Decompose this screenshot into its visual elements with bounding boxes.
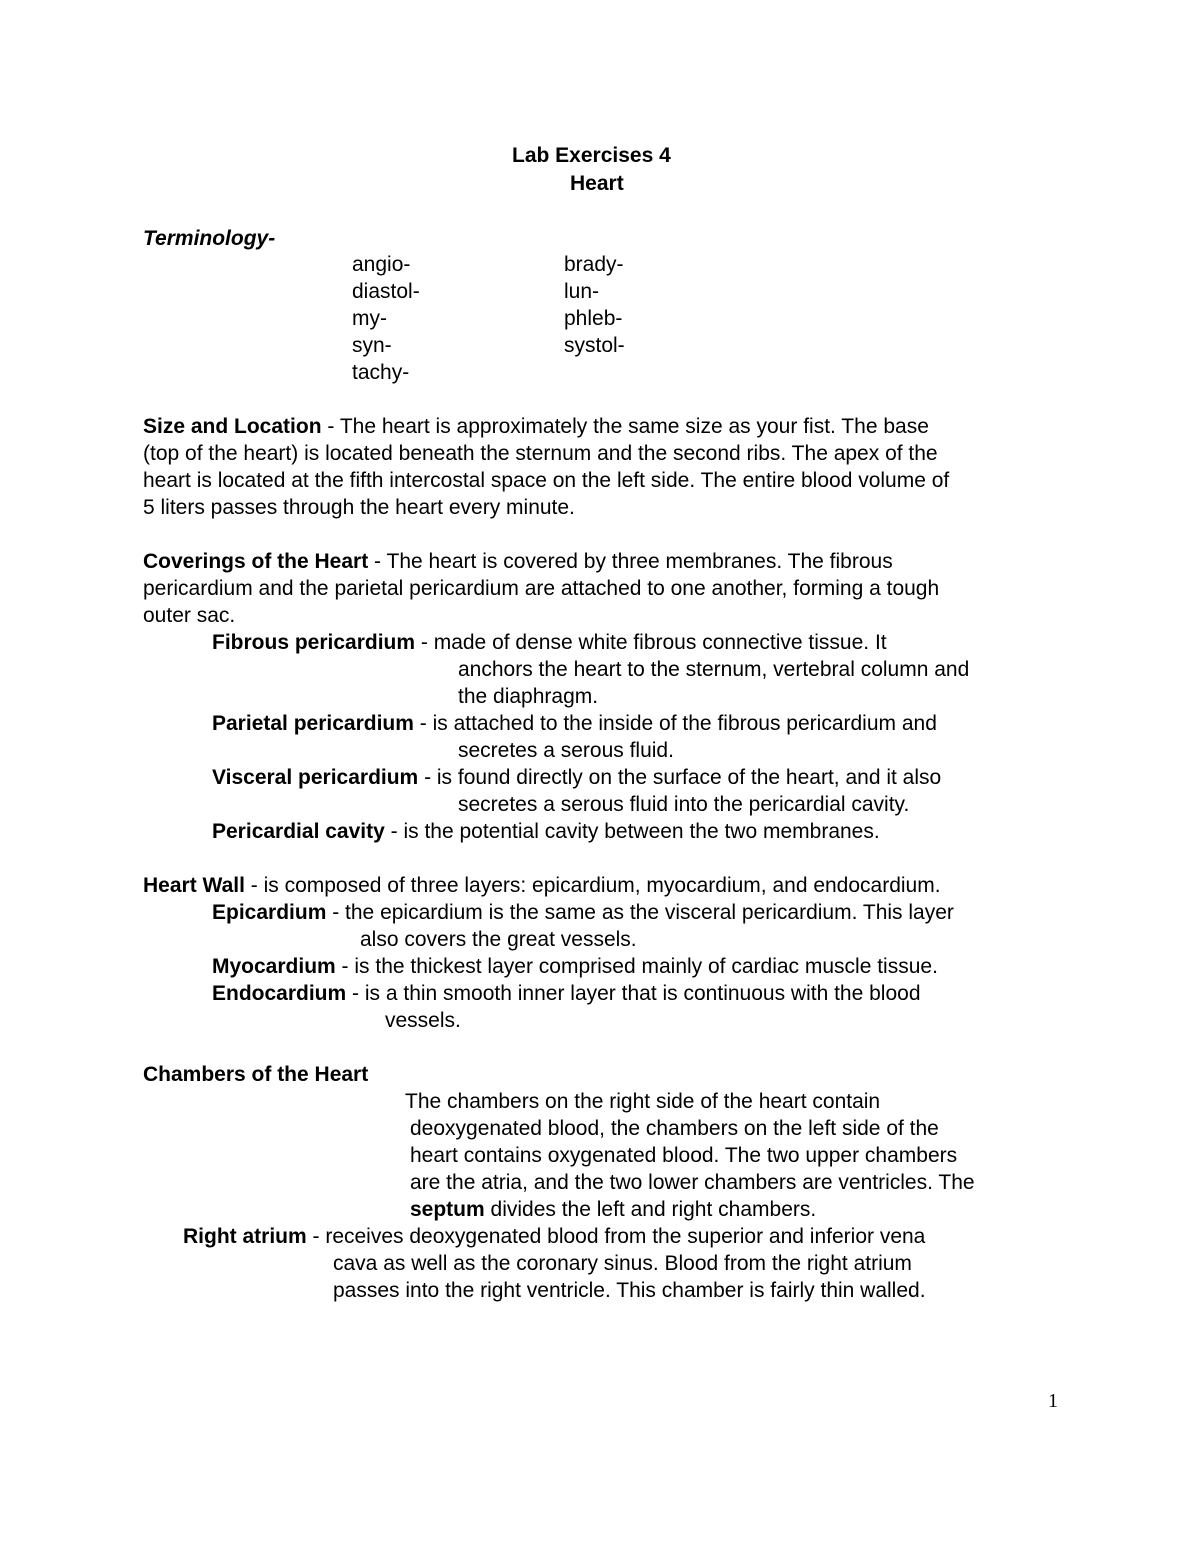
- term-prefix: brady-: [564, 253, 624, 276]
- definition-line: [212, 899, 954, 926]
- paragraph-line: (top of the heart) is located beneath the sternum and the second ribs. The apex of the: [143, 442, 938, 465]
- term-prefix: my-: [352, 307, 387, 330]
- term-prefix: diastol-: [352, 280, 420, 303]
- paragraph-text: - The heart is approximately the same size as your fist. The base: [321, 415, 929, 438]
- definition-continuation: the diaphragm.: [458, 685, 599, 708]
- definition-continuation: cava as well as the coronary sinus. Blood from the right atrium: [333, 1252, 912, 1275]
- page-number: 1: [1048, 1390, 1058, 1412]
- definition-line: [212, 764, 941, 791]
- term-prefix: lun-: [564, 280, 600, 303]
- paragraph-line: outer sac.: [143, 604, 236, 627]
- definition-text: - made of dense white fibrous connective tissue. It: [415, 631, 887, 654]
- definition-continuation: anchors the heart to the sternum, vertebral column and: [458, 658, 970, 681]
- definition-line: [183, 1223, 925, 1250]
- definition-line: [212, 980, 921, 1007]
- definition-line: [212, 818, 880, 845]
- definition-term: Visceral pericardium: [212, 766, 419, 789]
- page-title: Lab Exercises 4: [512, 144, 671, 167]
- term-prefix: systol-: [564, 334, 625, 357]
- septum-term: septum: [410, 1198, 485, 1221]
- definition-term: Endocardium: [212, 982, 347, 1005]
- paragraph-line: heart is located at the fifth intercostal space on the left side. The entire blood volume of: [143, 469, 950, 492]
- definition-continuation: vessels.: [385, 1009, 461, 1032]
- paragraph-line: [410, 1196, 816, 1223]
- definition-line: [212, 629, 887, 656]
- definition-term: Fibrous pericardium: [212, 631, 416, 654]
- definition-term: Pericardial cavity: [212, 820, 385, 843]
- chambers-heading: Chambers of the Heart: [143, 1063, 369, 1086]
- paragraph-text: divides the left and right chambers.: [484, 1198, 817, 1221]
- definition-term: Parietal pericardium: [212, 712, 414, 735]
- term-prefix: angio-: [352, 253, 411, 276]
- definition-continuation: passes into the right ventricle. This chamber is fairly thin walled.: [333, 1279, 926, 1302]
- definition-text: - receives deoxygenated blood from the superior and inferior vena: [306, 1225, 926, 1248]
- heart-wall-paragraph-line: [143, 872, 941, 899]
- term-prefix: syn-: [352, 334, 392, 357]
- paragraph-line: pericardium and the parietal pericardium are attached to one another, forming a tough: [143, 577, 940, 600]
- definition-text: - is the thickest layer comprised mainly of cardiac muscle tissue.: [335, 955, 938, 978]
- definition-term: Epicardium: [212, 901, 327, 924]
- paragraph-line: The chambers on the right side of the heart contain: [405, 1090, 881, 1113]
- heart-wall-heading: Heart Wall: [143, 874, 245, 897]
- paragraph-line: are the atria, and the two lower chambers are ventricles. The: [410, 1171, 975, 1194]
- definition-text: - is found directly on the surface of the heart, and it also: [418, 766, 942, 789]
- definition-continuation: also covers the great vessels.: [360, 928, 637, 951]
- definition-line: [212, 710, 937, 737]
- paragraph-line: deoxygenated blood, the chambers on the left side of the: [410, 1117, 939, 1140]
- size-location-heading: Size and Location: [143, 415, 322, 438]
- definition-continuation: secretes a serous fluid.: [458, 739, 674, 762]
- definition-continuation: secretes a serous fluid into the pericardial cavity.: [458, 793, 910, 816]
- paragraph-line: 5 liters passes through the heart every minute.: [143, 496, 575, 519]
- definition-line: [212, 953, 938, 980]
- paragraph-line: heart contains oxygenated blood. The two upper chambers: [410, 1144, 958, 1167]
- page-subtitle: Heart: [570, 172, 624, 195]
- size-location-paragraph-line: [143, 413, 929, 440]
- definition-term: Myocardium: [212, 955, 336, 978]
- terminology-heading: Terminology-: [143, 227, 276, 250]
- coverings-paragraph-line: [143, 548, 893, 575]
- term-prefix: tachy-: [352, 361, 410, 384]
- definition-text: - is attached to the inside of the fibrous pericardium and: [413, 712, 937, 735]
- coverings-heading: Coverings of the Heart: [143, 550, 369, 573]
- paragraph-text: - is composed of three layers: epicardium, myocardium, and endocardium.: [244, 874, 941, 897]
- definition-text: - is a thin smooth inner layer that is continuous with the blood: [346, 982, 921, 1005]
- definition-text: - is the potential cavity between the two membranes.: [384, 820, 880, 843]
- term-prefix: phleb-: [564, 307, 623, 330]
- definition-text: - the epicardium is the same as the visceral pericardium. This layer: [326, 901, 954, 924]
- paragraph-text: - The heart is covered by three membranes. The fibrous: [368, 550, 893, 573]
- definition-term: Right atrium: [183, 1225, 307, 1248]
